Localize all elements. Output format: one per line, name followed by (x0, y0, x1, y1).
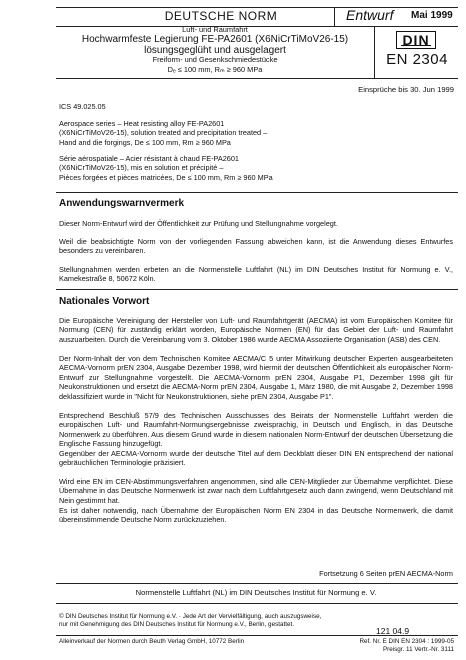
price-code: 121 04.9 (376, 626, 410, 636)
english-title-line: Aerospace series – Heat resisting alloy FE-PA2601 (59, 119, 225, 128)
continuation-note: Fortsetzung 6 Seiten prEN AECMA-Norm (319, 569, 453, 578)
section-heading-foreword: Nationales Vorwort (59, 296, 150, 307)
sales-note: Alleinverkauf der Normen durch Beuth Verlag GmbH, 10772 Berlin (59, 638, 245, 645)
french-title (59, 154, 453, 182)
english-title-line: Hand and die forgings, De ≤ 100 mm, Rm ≥ 960 MPa (59, 137, 231, 147)
paragraph: Der Norm-Inhalt der von dem Technischen Komitee AECMA/C 5 unter Mitwirkung deutscher Experten ausgearbeiteten AECMA-Vornorm prEN 2304, Ausgabe Dezember 1998, wird hiermit der deutschen Öffentlichkeit als europäischer Norm-Entwurf zur Stellungnahme vorgestellt. Die AECMA-Vornorm prEN 2304, Ausgabe P1, Dezember 1998 gilt für Neukonstruktionen und ersetzt die AECMA-Norm prEN 2304, Ausgabe 1, März 1980, die mit Ausgabe 2, Dezember 1998 deklassifiziert wurde in "Nicht für Neukonstruktionen, siehe prEN 2304, Ausgabe P1". (59, 354, 453, 401)
paragraph: Es ist daher notwendig, nach Übernahme der Europäischen Norm EN 2304 in das Deutsche Normenwerk, die damit übereinstimmende Deutsche Norm zurückzuziehen. (59, 506, 453, 525)
section-rule (56, 289, 458, 290)
reference-number (360, 638, 455, 653)
paragraph: Dieser Norm-Entwurf wird der Öffentlichkeit zur Prüfung und Stellungnahme vorgelegt. (59, 219, 338, 228)
ics-code: ICS 49.025.05 (59, 102, 106, 111)
paragraph: Weil die beabsichtigte Norm von der vorliegenden Fassung abweichen kann, ist die Anwendung dieses Entwurfes besonders zu vereinbaren. (59, 237, 453, 256)
english-title-line: (X6NiCrTiMoV26-15), solution treated and precipitation treated – (59, 128, 268, 138)
section-rule (56, 192, 458, 193)
title-dims: Dₑ ≤ 100 mm, Rₘ ≥ 960 MPa (167, 64, 263, 74)
title-category: Luft- und Raumfahrt (182, 25, 248, 34)
title-sub: Freiform- und Gesenkschmiedestücke (152, 55, 278, 64)
copyright-line: © DIN Deutsches Institut für Normung e.V. · Jede Art der Vervielfältigung, auch auszugsweise, (59, 613, 322, 620)
din-logo-text: DIN (402, 32, 430, 48)
footer-rule (56, 603, 458, 604)
title-main-1: Hochwarmfeste Legierung FE-PA2601 (X6NiCrTiMoV26-15) (81, 34, 349, 45)
paragraph: Gegenüber der AECMA-Vornorm wurde der deutsche Titel auf dem Deckblatt dieser DIN EN entsprechend der national gebräuchlichen Terminologie präzisiert. (59, 449, 453, 468)
copyright-line: nur mit Genehmigung des DIN Deutsches Institut für Normung e.V., Berlin, gestattet. (59, 620, 294, 628)
comment-deadline: Einsprüche bis 30. Jun 1999 (358, 85, 454, 94)
french-title-line: (X6NiCrTiMoV26-15), mis en solution et précipité – (59, 163, 224, 173)
french-title-line: Pièces forgées et pièces matricées, De ≤ 100 mm, Rm ≥ 960 MPa (59, 172, 273, 182)
top-rule (56, 7, 458, 8)
footer-rule (56, 635, 458, 636)
din-logo (396, 31, 436, 49)
divider (334, 7, 335, 26)
divider (374, 26, 375, 78)
status-label: Entwurf (346, 7, 394, 23)
document-page (56, 7, 458, 651)
paragraph: Entsprechend Beschluß 57/9 des Technischen Ausschusses des Beirats der Normenstelle Luftfahrt werden die europäischen Luft- und Raumfahrt-Normungsergebnisse zweisprachig, in Deutsch und Englisch, in das Deutsche Normenwerk zu überführen. Aus diesem Grund wurde in diesem nationalen Norm-Entwurf der deutschen Übersetzung die Englische Fassung hinzugefügt. (59, 411, 453, 449)
paragraph: Stellungnahmen werden erbeten an die Normenstelle Luftfahrt (NL) im DIN Deutsches Institut für Normung e. V., Kamekestraße 8, 50672 Köln. (59, 265, 453, 284)
norm-label: DEUTSCHE NORM (164, 9, 278, 23)
title-rule (56, 78, 458, 79)
ref-line: Ref. Nr. E DIN EN 2304 : 1999-05 (359, 638, 454, 645)
title-main-2: lösungsgeglüht und ausgelagert (144, 45, 286, 56)
paragraph: Wird eine EN im CEN-Abstimmungsverfahren angenommen, sind alle CEN-Mitglieder zur Übernahme verpflichtet. Diese Übernahme in das Deutsche Normenwerk ist zwar nach dem Luftfahrtgesetz auch dann zwingend, wenn Deutschland mit Nein gestimmt hat. (59, 477, 453, 505)
din-number: EN 2304 (386, 51, 448, 68)
committee: Normenstelle Luftfahrt (NL) im DIN Deutsches Institut für Normung e. V. (135, 588, 377, 597)
document-title (56, 26, 374, 74)
pricegroup-line: Preisgr. 11 Vertr.-Nr. 3111 (382, 645, 454, 653)
section-heading-warning: Anwendungswarnvermerk (59, 198, 185, 209)
french-title-line: Série aérospatiale – Acier résistant à chaud FE-PA2601 (59, 154, 239, 163)
footer-rule (56, 583, 458, 584)
issue-date: Mai 1999 (411, 10, 453, 21)
english-title (59, 119, 453, 147)
copyright-note (59, 613, 321, 628)
paragraph: Die Europäische Vereinigung der Hersteller von Luft- und Raumfahrtgerät (AECMA) ist vom Europäischen Komitee für Normung (CEN) für zuständig erklärt worden, Europäische Normen (EN) für das Gebiet der Luft- und Raumfahrt auszuarbeiten. Durch die Vereinbarung vom 3. Oktober 1986 wurde AECMA Assoziierte Organisation (ASB) des CEN. (59, 316, 453, 344)
